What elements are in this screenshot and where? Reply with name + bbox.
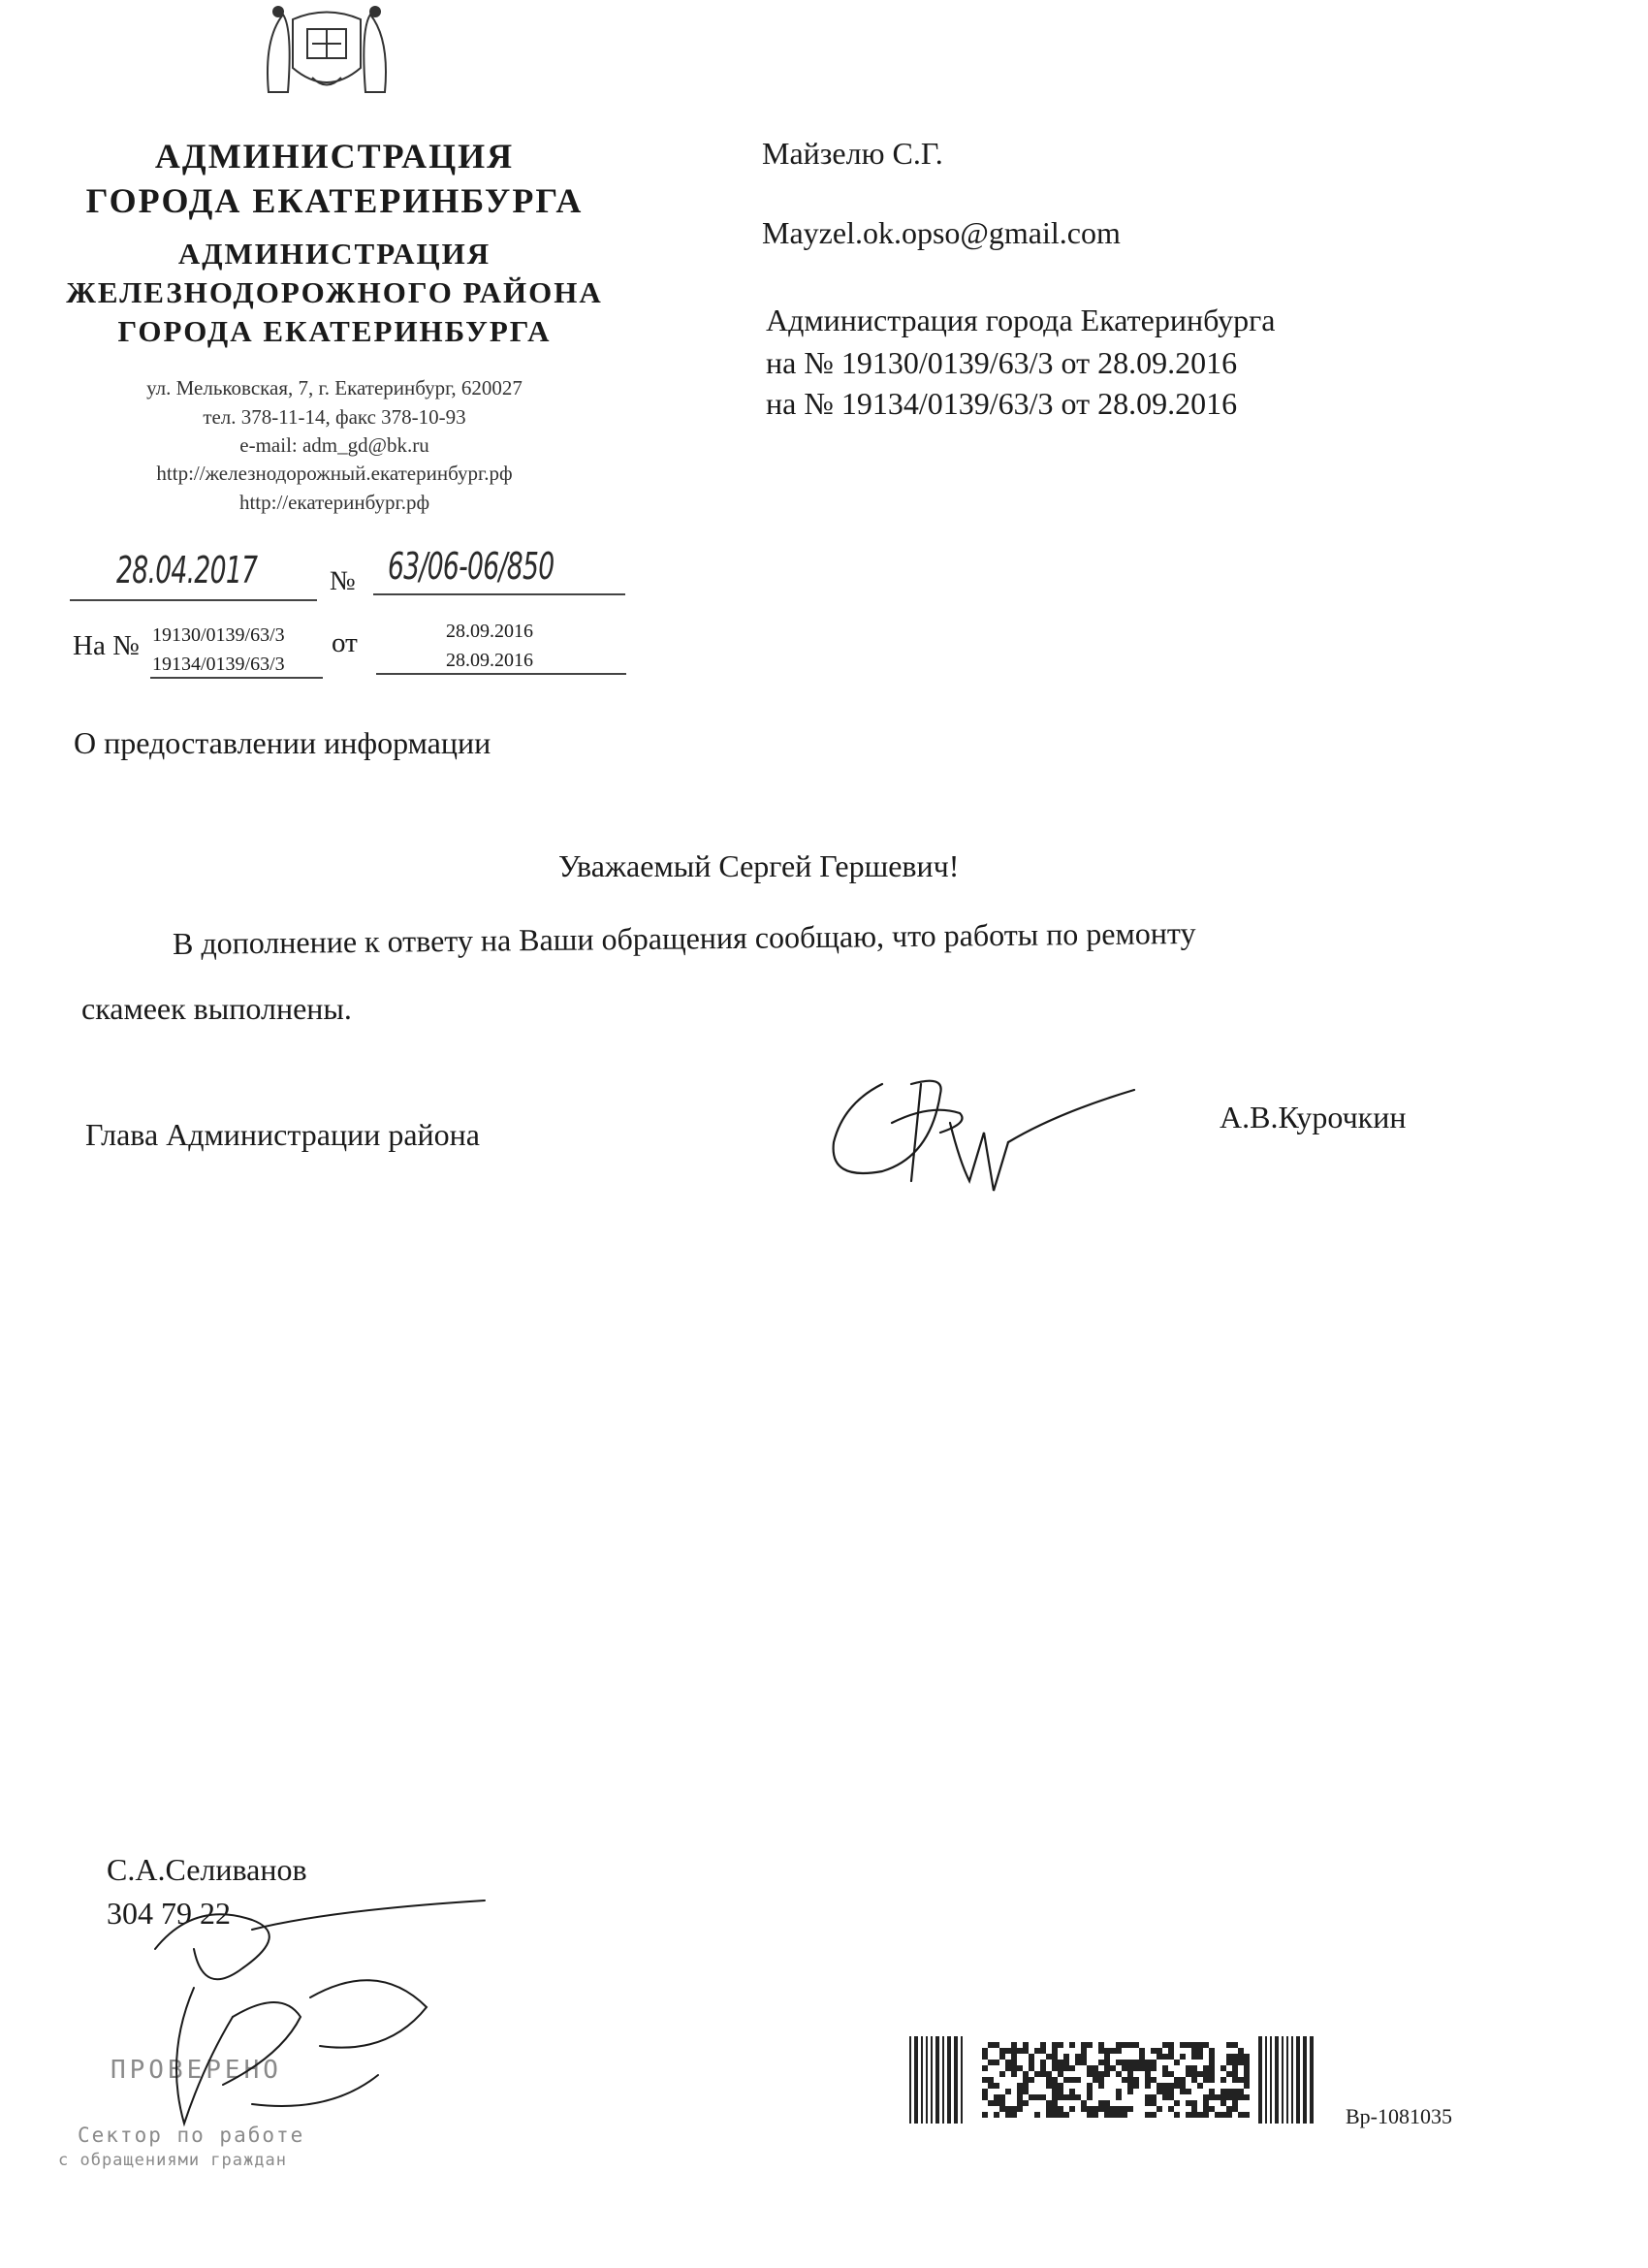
body-line-2: скамеек выполнены.	[81, 991, 352, 1026]
recipient-ref-2: на № 19134/0139/63/3 от 28.09.2016	[766, 386, 1238, 421]
executor-phone: 304 79 22	[107, 1896, 231, 1931]
org-site-1: http://железнодорожный.екатеринбург.рф	[156, 462, 513, 485]
executor-name: С.А.Селиванов	[107, 1852, 307, 1887]
ref-date-1: 28.09.2016	[446, 621, 533, 642]
ref-label: На №	[73, 630, 140, 661]
coat-of-arms-icon	[254, 0, 399, 107]
ref-date-2: 28.09.2016	[446, 650, 533, 671]
org-name-line-2: ГОРОДА ЕКАТЕРИНБУРГА	[85, 181, 584, 220]
ref-number-2: 19134/0139/63/3	[152, 654, 285, 675]
salutation: Уважаемый Сергей Гершевич!	[558, 848, 960, 883]
ref-from-label: от	[332, 627, 358, 658]
ref-date-underline	[376, 673, 626, 675]
number-underline	[373, 593, 625, 595]
recipient-email: Mayzel.ok.opso@gmail.com	[762, 215, 1121, 250]
org-name-line-3: АДМИНИСТРАЦИЯ	[177, 237, 491, 271]
org-address: ул. Мельковская, 7, г. Екатеринбург, 620027	[146, 376, 523, 399]
stamp-line-3: с обращениями граждан	[58, 2151, 287, 2170]
outgoing-number: 63/06-06/850	[388, 545, 555, 588]
outgoing-date: 28.04.2017	[116, 549, 258, 591]
recipient-org: Администрация города Екатеринбурга	[766, 303, 1276, 337]
letter-subject: О предоставлении информации	[74, 725, 491, 760]
stamp-line-1: ПРОВЕРЕНО	[111, 2056, 282, 2085]
signature-image	[824, 1065, 1144, 1210]
org-site-2: http://екатеринбург.рф	[238, 491, 430, 514]
body-line-1: В дополнение к ответу на Ваши обращения сообщаю, что работы по ремонту	[172, 914, 1196, 961]
ref-number-1: 19130/0139/63/3	[152, 624, 285, 646]
stamp-line-2: Сектор по работе	[78, 2124, 305, 2147]
ref-number-underline	[150, 677, 323, 679]
signer-name: А.В.Курочкин	[1220, 1100, 1407, 1134]
org-name-line-4: ЖЕЛЕЗНОДОРОЖНОГО РАЙОНА	[66, 275, 603, 309]
org-name-line-1: АДМИНИСТРАЦИЯ	[154, 137, 515, 176]
org-phone: тел. 378-11-14, факс 378-10-93	[203, 405, 466, 429]
org-name-line-5: ГОРОДА ЕКАТЕРИНБУРГА	[117, 314, 552, 348]
recipient-ref-1: на № 19130/0139/63/3 от 28.09.2016	[766, 345, 1238, 380]
org-email: e-mail: adm_gd@bk.ru	[239, 433, 429, 457]
signer-position: Глава Администрации района	[85, 1117, 480, 1152]
document-barcode	[909, 2036, 1328, 2124]
recipient-name: Майзелю С.Г.	[762, 136, 943, 171]
number-sign: №	[330, 566, 356, 596]
date-underline	[70, 599, 317, 601]
initials-signature-image	[136, 1891, 504, 2162]
barcode-label: Вр-1081035	[1346, 2104, 1452, 2128]
